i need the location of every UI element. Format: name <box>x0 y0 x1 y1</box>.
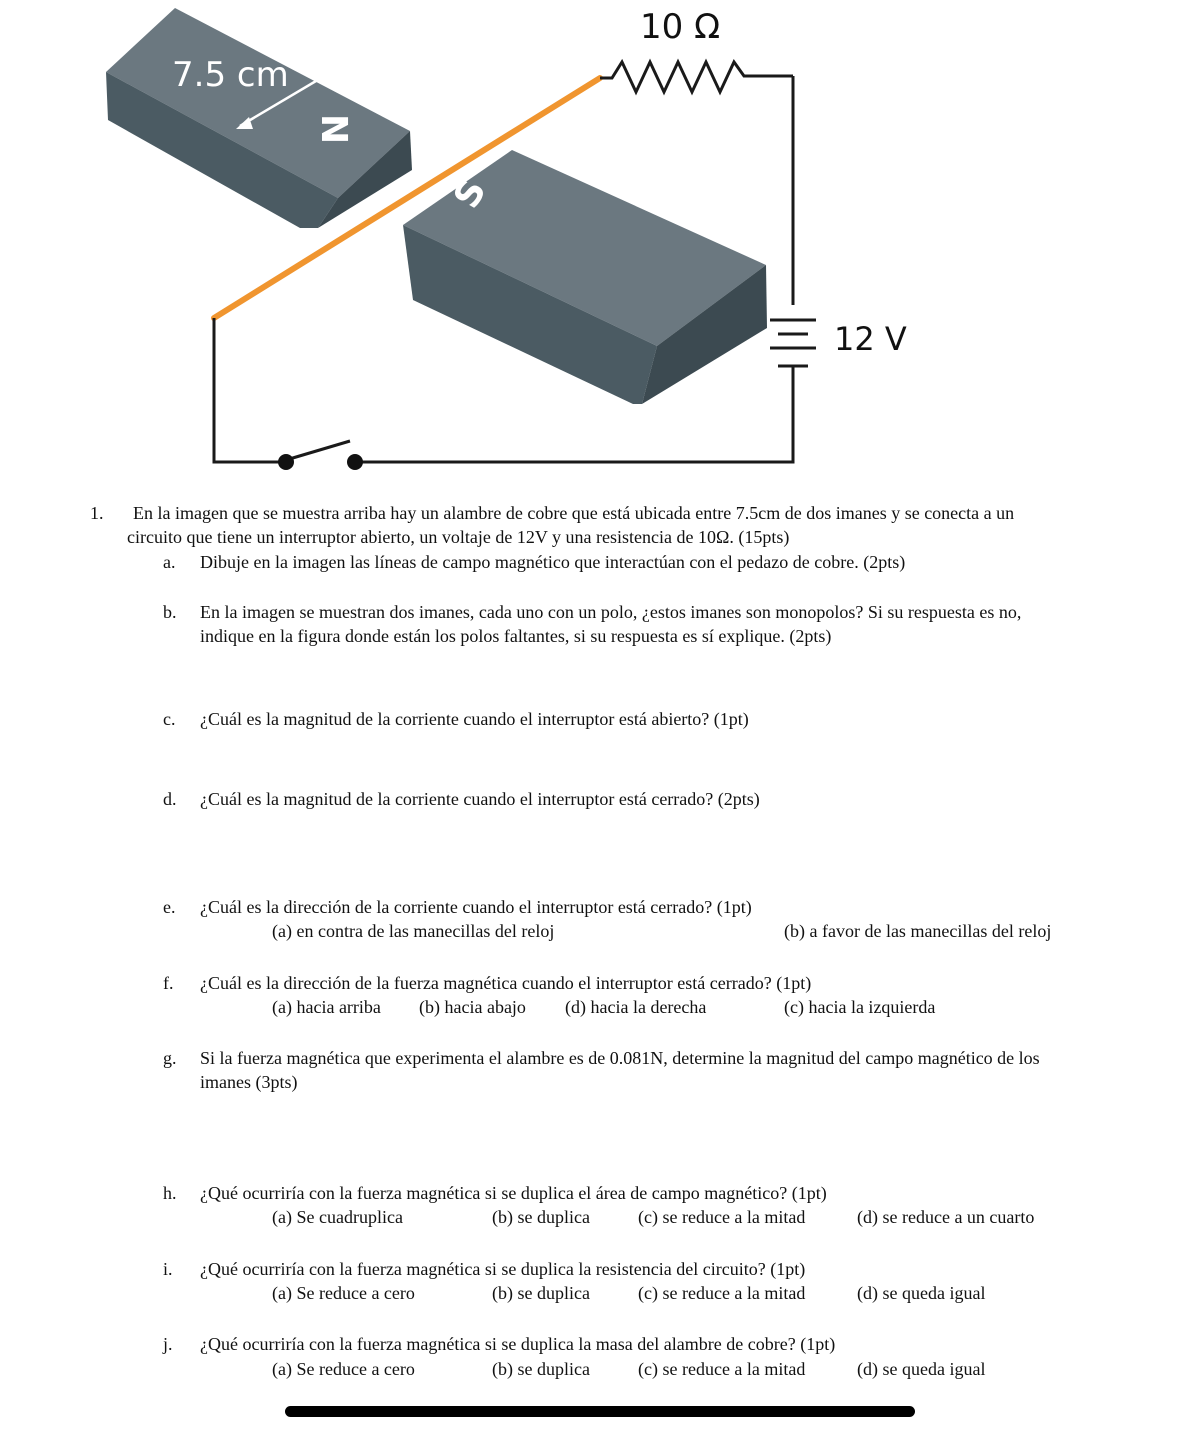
part-i-option-a: (a) Se reduce a cero <box>272 1283 415 1303</box>
voltage-label: 12 V <box>834 320 907 358</box>
part-f-option-a: (a) hacia arriba <box>272 997 381 1017</box>
part-h-option-a: (a) Se cuadruplica <box>272 1207 403 1227</box>
part-j-letter: j. <box>163 1334 173 1354</box>
part-b-text-line2: indique en la figura donde están los polos faltantes, si su respuesta es sí explique. (2pts) <box>200 626 832 646</box>
question-number: 1. <box>90 503 104 523</box>
part-f-text: ¿Cuál es la dirección de la fuerza magnética cuando el interruptor está cerrado? (1pt) <box>200 973 812 993</box>
part-b-letter: b. <box>163 602 177 622</box>
resistor-label: 10 Ω <box>640 7 721 47</box>
resistor <box>600 62 793 92</box>
circuit-figure <box>0 0 1181 480</box>
home-indicator-bar[interactable] <box>285 1406 915 1417</box>
part-c-letter: c. <box>163 709 176 729</box>
part-j-text: ¿Qué ocurriría con la fuerza magnética si se duplica la masa del alambre de cobre? (1pt) <box>200 1334 836 1354</box>
part-f-option-b: (b) hacia abajo <box>419 997 526 1017</box>
magnet-north <box>106 8 412 228</box>
part-h-letter: h. <box>163 1183 177 1203</box>
part-i-option-d: (d) se queda igual <box>857 1283 986 1303</box>
part-h-text: ¿Qué ocurriría con la fuerza magnética si se duplica el área de campo magnético? (1pt) <box>200 1183 827 1203</box>
part-e-option-a: (a) en contra de las manecillas del reloj <box>272 921 555 941</box>
part-g-text-line2: imanes (3pts) <box>200 1072 298 1092</box>
part-i-letter: i. <box>163 1259 173 1279</box>
part-i-text: ¿Qué ocurriría con la fuerza magnética si se duplica la resistencia del circuito? (1pt) <box>200 1259 806 1279</box>
part-g-letter: g. <box>163 1048 177 1068</box>
part-j-option-a: (a) Se reduce a cero <box>272 1359 415 1379</box>
part-f-option-d: (d) hacia la derecha <box>565 997 707 1017</box>
right-wire-bottom <box>356 366 793 462</box>
part-i-option-c: (c) se reduce a la mitad <box>638 1283 806 1303</box>
part-a-text: Dibuje en la imagen las líneas de campo magnético que interactúan con el pedazo de cobre. (2pts) <box>200 552 906 572</box>
magnet-south <box>403 150 767 404</box>
part-h-option-c: (c) se reduce a la mitad <box>638 1207 806 1227</box>
part-f-letter: f. <box>163 973 174 993</box>
left-wire <box>214 318 286 462</box>
part-j-option-b: (b) se duplica <box>492 1359 590 1379</box>
part-e-letter: e. <box>163 897 176 917</box>
part-j-option-d: (d) se queda igual <box>857 1359 986 1379</box>
part-e-option-b: (b) a favor de las manecillas del reloj <box>784 921 1052 941</box>
magnet-width-label: 7.5 cm <box>172 55 289 95</box>
south-pole-label: S <box>446 172 495 216</box>
part-d-letter: d. <box>163 789 177 809</box>
north-pole-label: N <box>313 114 354 145</box>
part-b-text-line1: En la imagen se muestran dos imanes, cada uno con un polo, ¿estos imanes son monopolos? Si su respuesta es no, <box>200 602 1022 622</box>
part-h-option-b: (b) se duplica <box>492 1207 590 1227</box>
open-switch-lever <box>286 441 350 460</box>
part-g-text-line1: Si la fuerza magnética que experimenta el alambre es de 0.081N, determine la magnitud del campo magnético de los <box>200 1048 1040 1068</box>
width-arrowhead-right <box>326 65 343 78</box>
question-intro-line1: En la imagen que se muestra arriba hay un alambre de cobre que está ubicada entre 7.5cm de dos imanes y se conecta a un <box>133 503 1015 523</box>
switch-contact-left <box>278 454 294 470</box>
part-f-option-c: (c) hacia la izquierda <box>784 997 936 1017</box>
part-a-letter: a. <box>163 552 176 572</box>
part-d-text: ¿Cuál es la magnitud de la corriente cuando el interruptor está cerrado? (2pts) <box>200 789 760 809</box>
part-c-text: ¿Cuál es la magnitud de la corriente cuando el interruptor está abierto? (1pt) <box>200 709 749 729</box>
switch-contact-right <box>347 454 363 470</box>
part-j-option-c: (c) se reduce a la mitad <box>638 1359 806 1379</box>
part-e-text: ¿Cuál es la dirección de la corriente cuando el interruptor está cerrado? (1pt) <box>200 897 752 917</box>
part-h-option-d: (d) se reduce a un cuarto <box>857 1207 1035 1227</box>
part-i-option-b: (b) se duplica <box>492 1283 590 1303</box>
question-intro-line2: circuito que tiene un interruptor abierto, un voltaje de 12V y una resistencia de 10Ω. (15pts) <box>127 527 790 547</box>
